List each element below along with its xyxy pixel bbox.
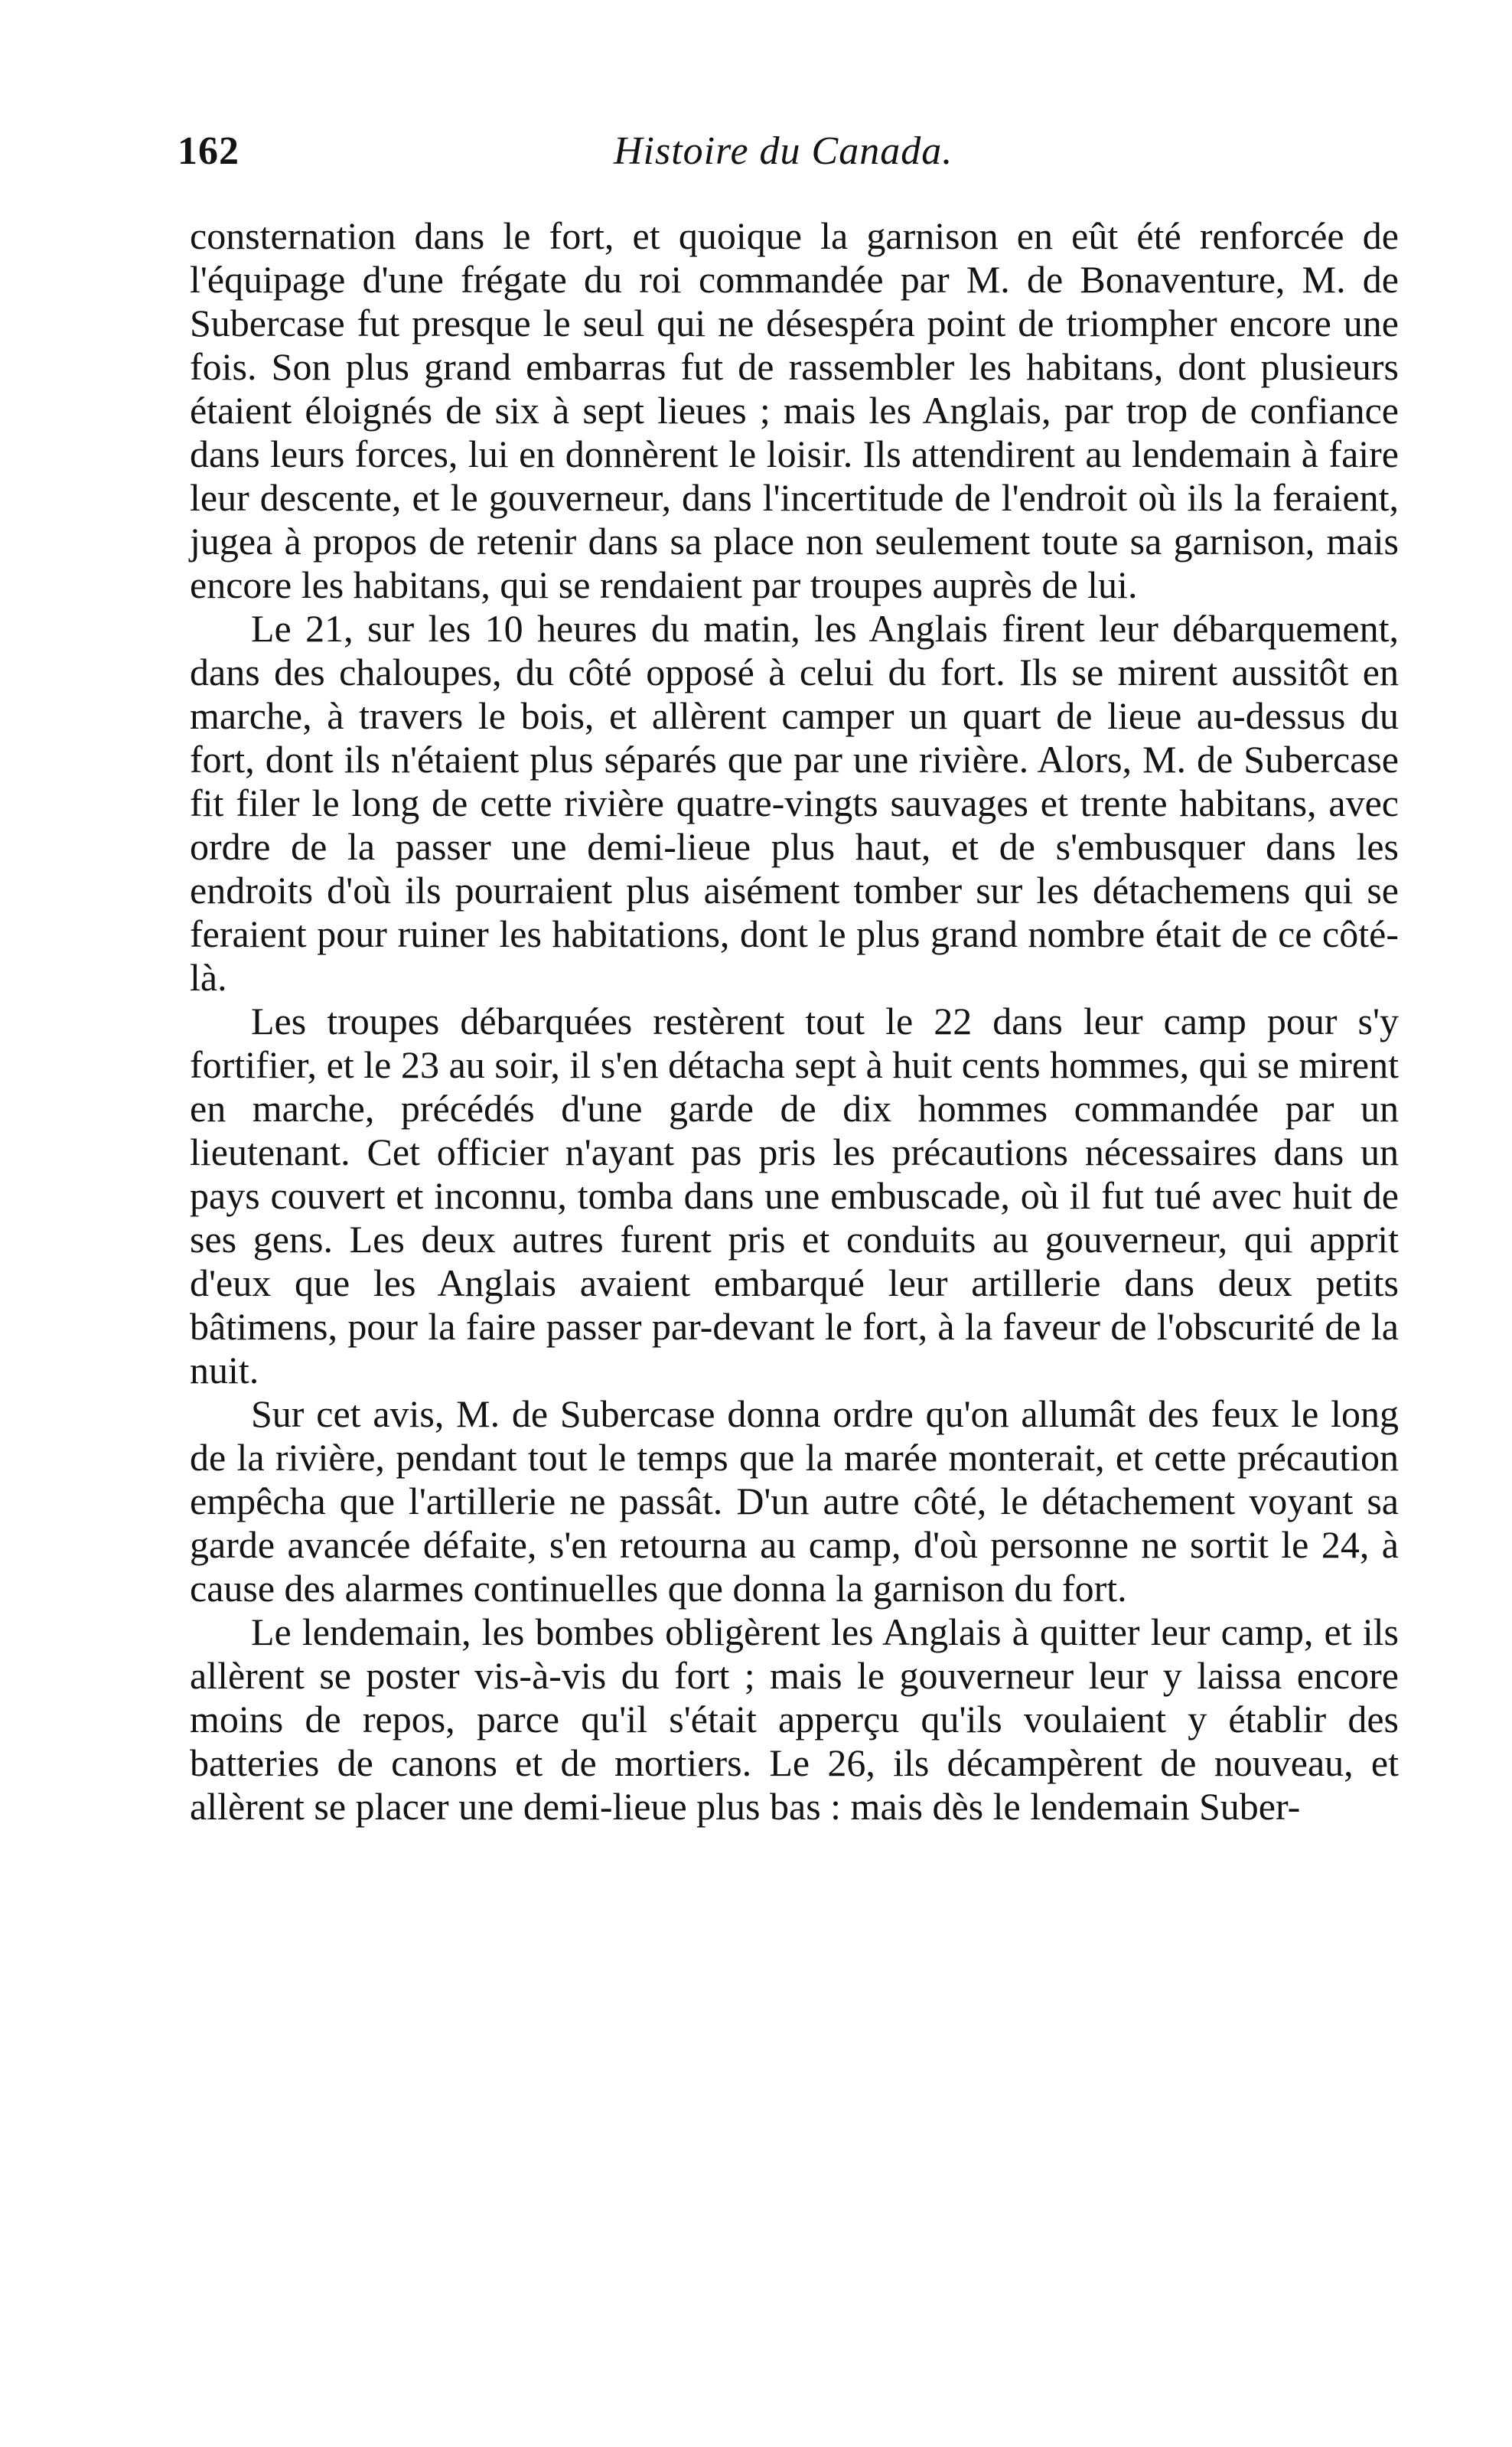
body-text — [190, 214, 1399, 1829]
paragraph: Les troupes débarquées restèrent tout le 22 dans leur camp pour s'y fortifier, et le 23 au soir, il s'en détacha sept à huit cents hommes, qui se mirent en marche, précédés d'une garde de dix hommes commandée par un lieutenant. Cet officier n'ayant pas pris les précautions nécessaires dans un pays couvert et inconnu, tomba dans une embuscade, où il fut tué avec huit de ses gens. Les deux autres furent pris et conduits au gouverneur, qui apprit d'eux que les Anglais avaient embarqué leur artillerie dans deux petits bâtimens, pour la faire passer par-devant le fort, à la faveur de l'obscurité de la nuit. — [190, 1000, 1399, 1392]
running-head: Histoire du Canada. — [614, 129, 953, 173]
paragraph: Sur cet avis, M. de Subercase donna ordre qu'on allumât des feux le long de la rivière, pendant tout le temps que la marée monterait, et cette précaution empêcha que l'artillerie ne passât. D'un autre côté, le détachement voyant sa garde avancée défaite, s'en retourna au camp, d'où personne ne sortit le 24, à cause des alarmes continuelles que donna la garnison du fort. — [190, 1392, 1399, 1610]
paragraph: Le 21, sur les 10 heures du matin, les Anglais firent leur débarquement, dans des chaloupes, du côté opposé à celui du fort. Ils se mirent aussitôt en marche, à travers le bois, et allèrent camper un quart de lieue au-dessus du fort, dont ils n'étaient plus séparés que par une rivière. Alors, M. de Subercase fit filer le long de cette rivière quatre-vingts sauvages et trente habitans, avec ordre de la passer une demi-lieue plus haut, et de s'embusquer dans les endroits d'où ils pourraient plus aisément tomber sur les détachemens qui se feraient pour ruiner les habitations, dont le plus grand nombre était de ce côté-là. — [190, 607, 1399, 999]
paragraph: Le lendemain, les bombes obligèrent les Anglais à quitter leur camp, et ils allèrent se poster vis-à-vis du fort ; mais le gouverneur leur y laissa encore moins de repos, parce qu'il s'était apperçu qu'ils voulaient y établir des batteries de canons et de mortiers. Le 26, ils décampèrent de nouveau, et allèrent se placer une demi-lieue plus bas : mais dès le lendemain Suber- — [190, 1610, 1399, 1828]
paragraph: consternation dans le fort, et quoique la garnison en eût été renforcée de l'équipage d'une frégate du roi commandée par M. de Bonaventure, M. de Subercase fut presque le seul qui ne désespéra point de triompher encore une fois. Son plus grand embarras fut de rassembler les habitans, dont plusieurs étaient éloignés de six à sept lieues ; mais les Anglais, par trop de confiance dans leurs forces, lui en donnèrent le loisir. Ils attendirent au lendemain à faire leur descente, et le gouverneur, dans l'incertitude de l'endroit où ils la feraient, jugea à propos de retenir dans sa place non seulement toute sa garnison, mais encore les habitans, qui se rendaient par troupes auprès de lui. — [190, 214, 1399, 606]
page-header — [178, 129, 1402, 197]
page-number: 162 — [178, 129, 240, 173]
